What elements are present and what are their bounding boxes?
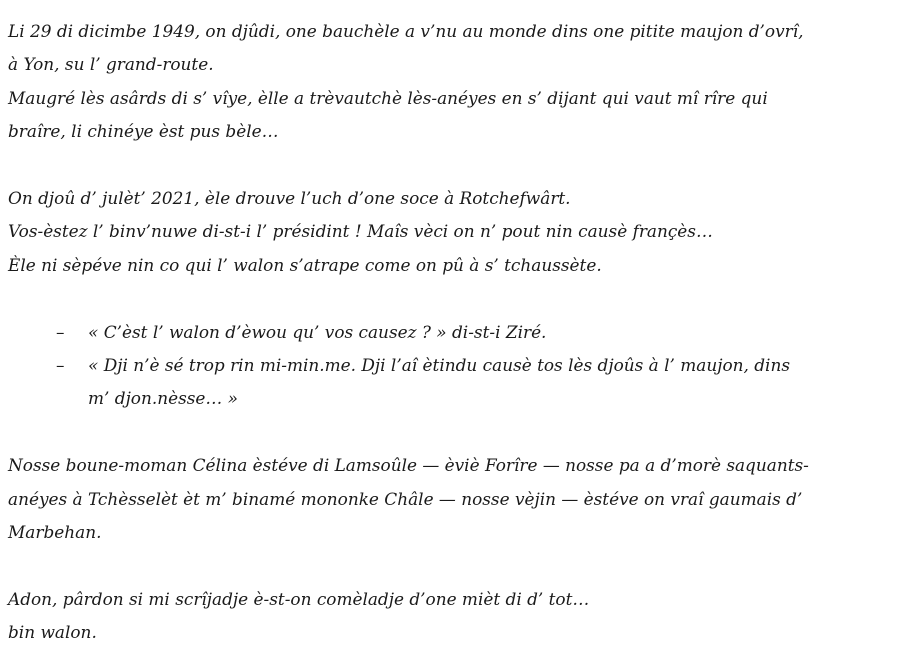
dash-bullet: – [56, 355, 65, 376]
paragraph-rochefort [8, 182, 912, 282]
paragraph-spacer [8, 282, 912, 315]
dash-bullet: – [56, 321, 65, 342]
paragraph-spacer [8, 549, 912, 582]
text-line: Marbehan. [8, 522, 102, 543]
text-line: Maugré lès asârds di s’ vîye, èlle a trèvautchè lès-anéyes en s’ dijant qui vaut mî rîre qui [8, 87, 768, 108]
paragraph-spacer [8, 416, 912, 449]
dialogue-item [8, 316, 912, 349]
dialogue-line: « C’èst l’ walon d’èwou qu’ vos causez ? » di-st-i Ziré. [88, 321, 547, 342]
text-line: bin walon. [8, 622, 97, 643]
dialogue-list [8, 316, 912, 416]
text-line: Li 29 di dicimbe 1949, on djûdi, one bauchèle a v’nu au monde dins one pitite maujon d’ovrî, [8, 21, 804, 41]
text-line: Adon, pârdon si mi scrîjadje è-st-on comèladje d’one mièt di d’ tot… [8, 588, 590, 609]
text-line: On djoû d’ julèt’ 2021, èle drouve l’uch d’one soce à Rotchefwârt. [8, 188, 571, 209]
paragraph-spacer [8, 149, 912, 182]
dialogue-line: m’ djon.nèsse… » [88, 388, 239, 409]
text-line: Nosse boune-moman Célina èstéve di Lamsoûle — èviè Forîre — nosse pa a d’morè saquants- [8, 455, 809, 476]
text-line: Vos-èstez l’ binv’nuwe di-st-i l’ présidint ! Maîs vèci on n’ pout nin causè françès… [8, 221, 713, 242]
text-line: à Yon, su l’ grand-route. [8, 54, 214, 75]
paragraph-family [8, 449, 912, 549]
text-line: Èle ni sèpéve nin co qui l’ walon s’atrape come on pû à s’ tchaussète. [8, 254, 602, 275]
text-line: anéyes à Tchèsselèt èt m’ binamé mononke Châle — nosse vèjin — èstéve on vraî gaumais d’ [8, 488, 803, 509]
paragraph-birth [8, 15, 912, 149]
dialogue-item [8, 349, 912, 416]
paragraph-closing [8, 583, 912, 650]
text-line: braîre, li chinéye èst pus bèle… [8, 121, 279, 142]
dialogue-line: « Dji n’è sé trop rin mi-min.me. Dji l’aî ètindu causè tos lès djoûs à l’ maujon, dins [88, 355, 790, 376]
